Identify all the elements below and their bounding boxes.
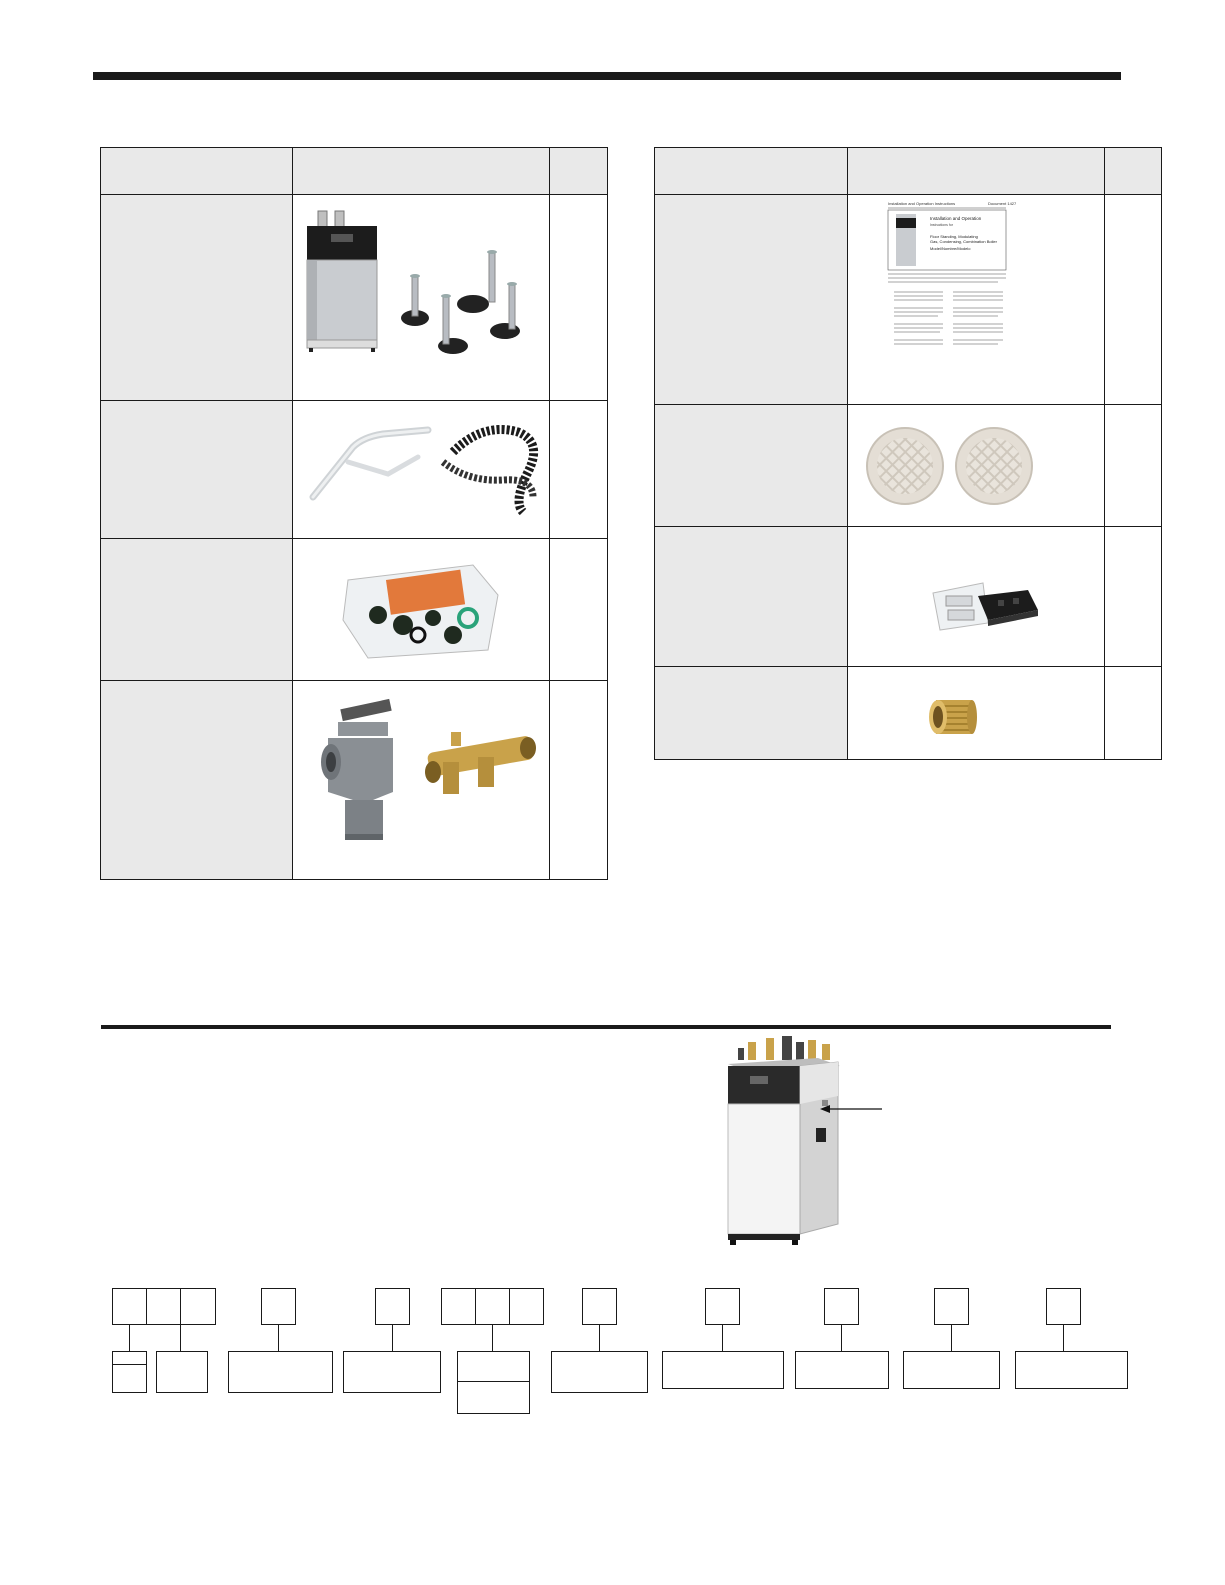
table-row (101, 681, 608, 880)
header-cell-picture (848, 148, 1105, 195)
code-box (705, 1288, 740, 1325)
code-box (934, 1288, 969, 1325)
code-legend-box (551, 1351, 648, 1393)
code-box (261, 1288, 296, 1325)
code-legend-box (228, 1351, 333, 1393)
row-quantity-cell (1105, 405, 1162, 527)
row-picture-cell (293, 195, 550, 401)
code-legend-box (343, 1351, 441, 1393)
table-row (655, 667, 1162, 760)
table-header-row (101, 148, 608, 195)
top-rule (93, 72, 1121, 80)
row-picture-cell (848, 405, 1105, 527)
row-quantity-cell (550, 401, 608, 539)
code-connector (392, 1325, 393, 1351)
code-box (475, 1288, 510, 1325)
row-quantity-cell (550, 195, 608, 401)
code-connector (180, 1325, 181, 1351)
code-connector (278, 1325, 279, 1351)
header-cell-description (101, 148, 293, 195)
row-description-cell (101, 539, 293, 681)
parts-table-left (100, 147, 608, 880)
manual-title-line1: Installation and Operation (930, 215, 982, 221)
row-picture-cell (848, 667, 1105, 760)
code-legend-box (457, 1351, 530, 1414)
row-description-cell (101, 401, 293, 539)
relief-valve-and-manifold-image (293, 682, 548, 879)
parts-table-right (654, 147, 1162, 760)
table-row (655, 405, 1162, 527)
code-box (146, 1288, 181, 1325)
code-legend-box (156, 1351, 208, 1393)
manual-product-line2: Gas, Condensing, Combination Boiler (930, 238, 997, 244)
electrical-connector-kit-image (848, 528, 1103, 666)
tubing-and-hose-image (293, 402, 548, 538)
row-picture-cell (293, 401, 550, 539)
manual-model-line: Model/Nombre/Modelo (930, 245, 971, 251)
code-legend-box (1015, 1351, 1128, 1389)
table-row (101, 401, 608, 539)
row-quantity-cell (550, 539, 608, 681)
code-box (180, 1288, 216, 1325)
code-connector (1063, 1325, 1064, 1351)
code-connector (951, 1325, 952, 1351)
code-legend-box (662, 1351, 784, 1389)
manual-thumbnail-image (848, 196, 1103, 404)
table-row (101, 195, 608, 401)
row-picture-cell (848, 527, 1105, 667)
row-description-cell (655, 527, 848, 667)
code-box (112, 1288, 147, 1325)
section-rule (101, 1025, 1111, 1029)
code-box (441, 1288, 476, 1325)
manual-product-line1: Floor Standing, Modulating (930, 233, 978, 239)
row-picture-cell (848, 195, 1105, 405)
manual-header-right: Document 1427 (988, 200, 1017, 206)
row-description-cell (655, 405, 848, 527)
header-cell-quantity (1105, 148, 1162, 195)
code-connector (722, 1325, 723, 1351)
row-description-cell (101, 195, 293, 401)
code-box (375, 1288, 410, 1325)
header-cell-quantity (550, 148, 608, 195)
row-description-cell (101, 681, 293, 880)
table-row (101, 539, 608, 681)
table-header-row (655, 148, 1162, 195)
code-box (824, 1288, 859, 1325)
boiler-and-feet-image (293, 196, 548, 400)
code-connector (841, 1325, 842, 1351)
manual-header-left: Installation and Operation Instructions (888, 200, 956, 206)
table-row (655, 527, 1162, 667)
code-box (582, 1288, 617, 1325)
row-quantity-cell (1105, 195, 1162, 405)
table-row (655, 195, 1162, 405)
vent-screens-image (848, 406, 1103, 526)
manual-title-line2: Instructions for (930, 222, 953, 227)
row-description-cell (655, 195, 848, 405)
row-picture-cell (293, 539, 550, 681)
code-legend-divider (457, 1381, 530, 1382)
row-description-cell (655, 667, 848, 760)
row-picture-cell (293, 681, 550, 880)
code-legend-divider (112, 1364, 147, 1365)
row-quantity-cell (550, 681, 608, 880)
code-connector (599, 1325, 600, 1351)
code-legend-box (903, 1351, 1000, 1389)
row-quantity-cell (1105, 527, 1162, 667)
code-legend-box (795, 1351, 889, 1389)
brass-bushing-image (848, 668, 1103, 759)
header-cell-picture (293, 148, 550, 195)
bagged-fittings-image (293, 540, 548, 680)
code-connector (129, 1325, 130, 1351)
header-cell-description (655, 148, 848, 195)
boiler-rating-label-illustration (722, 1034, 892, 1248)
code-legend-box (112, 1351, 147, 1393)
code-box (1046, 1288, 1081, 1325)
row-quantity-cell (1105, 667, 1162, 760)
code-connector (492, 1325, 493, 1351)
code-box (509, 1288, 544, 1325)
